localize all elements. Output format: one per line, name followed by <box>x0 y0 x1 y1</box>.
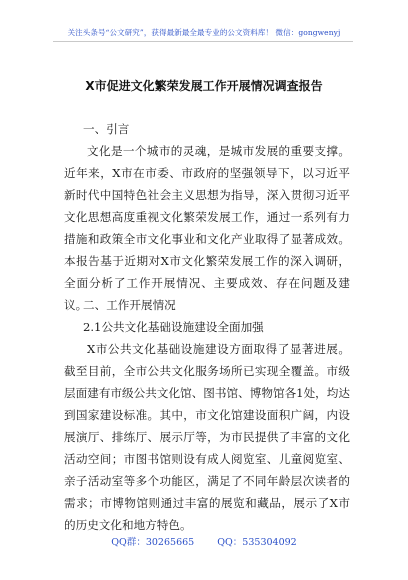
document-title: X市促进文化繁荣发展工作开展情况调查报告 <box>85 79 323 93</box>
section-heading-work-status: 二、工作开展情况 <box>83 298 176 312</box>
footer-qq-group: QQ群：30265665 <box>111 537 195 548</box>
footer-contact <box>0 534 408 548</box>
footer-qq: QQ：535304092 <box>217 537 297 548</box>
header-divider <box>53 41 353 42</box>
section-heading-introduction: 一、引言 <box>83 122 130 136</box>
introduction-paragraph: 文化是一个城市的灵魂，是城市发展的重要支撑。近年来，X市在市委、市政府的坚强领导下，以习近平新时代中国特色社会主义思想为指导，深入贯彻习近平文化思想高度重视文化繁荣发展工作，通过一系列有力措施和政策全市文化事业和文化产业取得了显著成效。本报告基于近期对X市文化繁荣发展工作的深入调研，全面分析了工作开展情况、主要成效、存在问题及建议。 <box>64 144 350 312</box>
infrastructure-paragraph: X市公共文化基础设施建设方面取得了显著进展。截至目前，全市公共文化服务场所已实现全覆盖。市级层面建有市级公共文化馆、图书馆、博物馆各1处，均达到国家建设标准。其中，市文化馆建设面积广阔，内设展演厅、排练厅、展示厅等，为市民提供了丰富的文化活动空间；市图书馆则设有成人阅览室、儿童阅览室、亲子活动室等多个功能区，满足了不同年龄层次读者的需求；市博物馆则通过丰富的展览和藏品，展示了X市的历史文化和地方特色。 <box>64 342 350 532</box>
subsection-heading-infrastructure: 2.1公共文化基础设施建设全面加强 <box>83 320 264 334</box>
header-note: 关注头条号“公文研究”，获得最新最全最专业的公文资料库！ 微信：gongwenyj <box>67 28 341 37</box>
